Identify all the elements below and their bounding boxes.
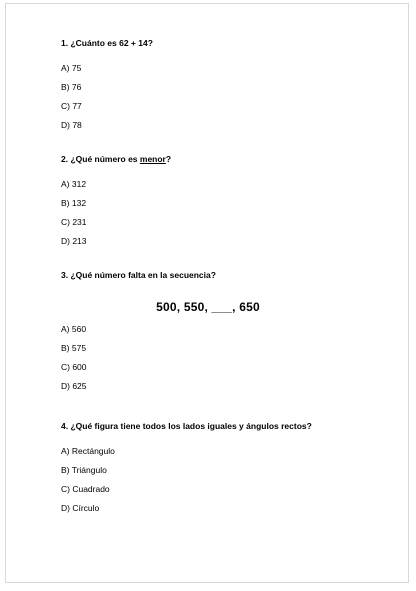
question-2-option-a[interactable]: A) 312 xyxy=(61,179,87,189)
question-1-option-d[interactable]: D) 78 xyxy=(61,120,82,130)
question-1-title: 1. ¿Cuánto es 62 + 14? xyxy=(61,38,153,48)
question-2-option-d[interactable]: D) 213 xyxy=(61,236,87,246)
question-1-option-b[interactable]: B) 76 xyxy=(61,82,82,92)
question-1 xyxy=(61,38,381,139)
question-3-option-d[interactable]: D) 625 xyxy=(61,381,87,391)
question-3-heading xyxy=(61,270,381,295)
question-3-options xyxy=(61,324,381,400)
question-2-title-start: 2. ¿Qué número es xyxy=(61,154,140,164)
question-3-option-a[interactable]: A) 560 xyxy=(61,324,87,334)
question-4 xyxy=(61,421,381,522)
question-1-option-c[interactable]: C) 77 xyxy=(61,101,82,111)
question-3-title: 3. ¿Qué número falta en la secuencia? xyxy=(61,270,216,280)
question-2-title-end: ? xyxy=(165,154,172,164)
question-2-title xyxy=(61,154,381,165)
question-2-option-b[interactable]: B) 132 xyxy=(61,198,87,208)
question-3-option-b[interactable]: B) 575 xyxy=(61,343,87,353)
question-3-sequence: 500, 550, ___, 650 xyxy=(156,300,260,314)
question-4-option-c[interactable]: C) Cuadrado xyxy=(61,484,110,494)
question-3-option-c[interactable]: C) 600 xyxy=(61,362,87,372)
question-2-option-c[interactable]: C) 231 xyxy=(61,217,87,227)
question-4-title: 4. ¿Qué figura tiene todos los lados iguales y ángulos rectos? xyxy=(61,421,312,431)
question-1-option-a[interactable]: A) 75 xyxy=(61,63,82,73)
question-2-title-underlined: menor xyxy=(139,154,166,164)
question-2 xyxy=(61,154,381,255)
question-4-option-b[interactable]: B) Triángulo xyxy=(61,465,107,475)
question-4-option-a[interactable]: A) Rectángulo xyxy=(61,446,115,456)
question-4-option-d[interactable]: D) Círculo xyxy=(61,503,100,513)
worksheet-page xyxy=(5,3,409,583)
